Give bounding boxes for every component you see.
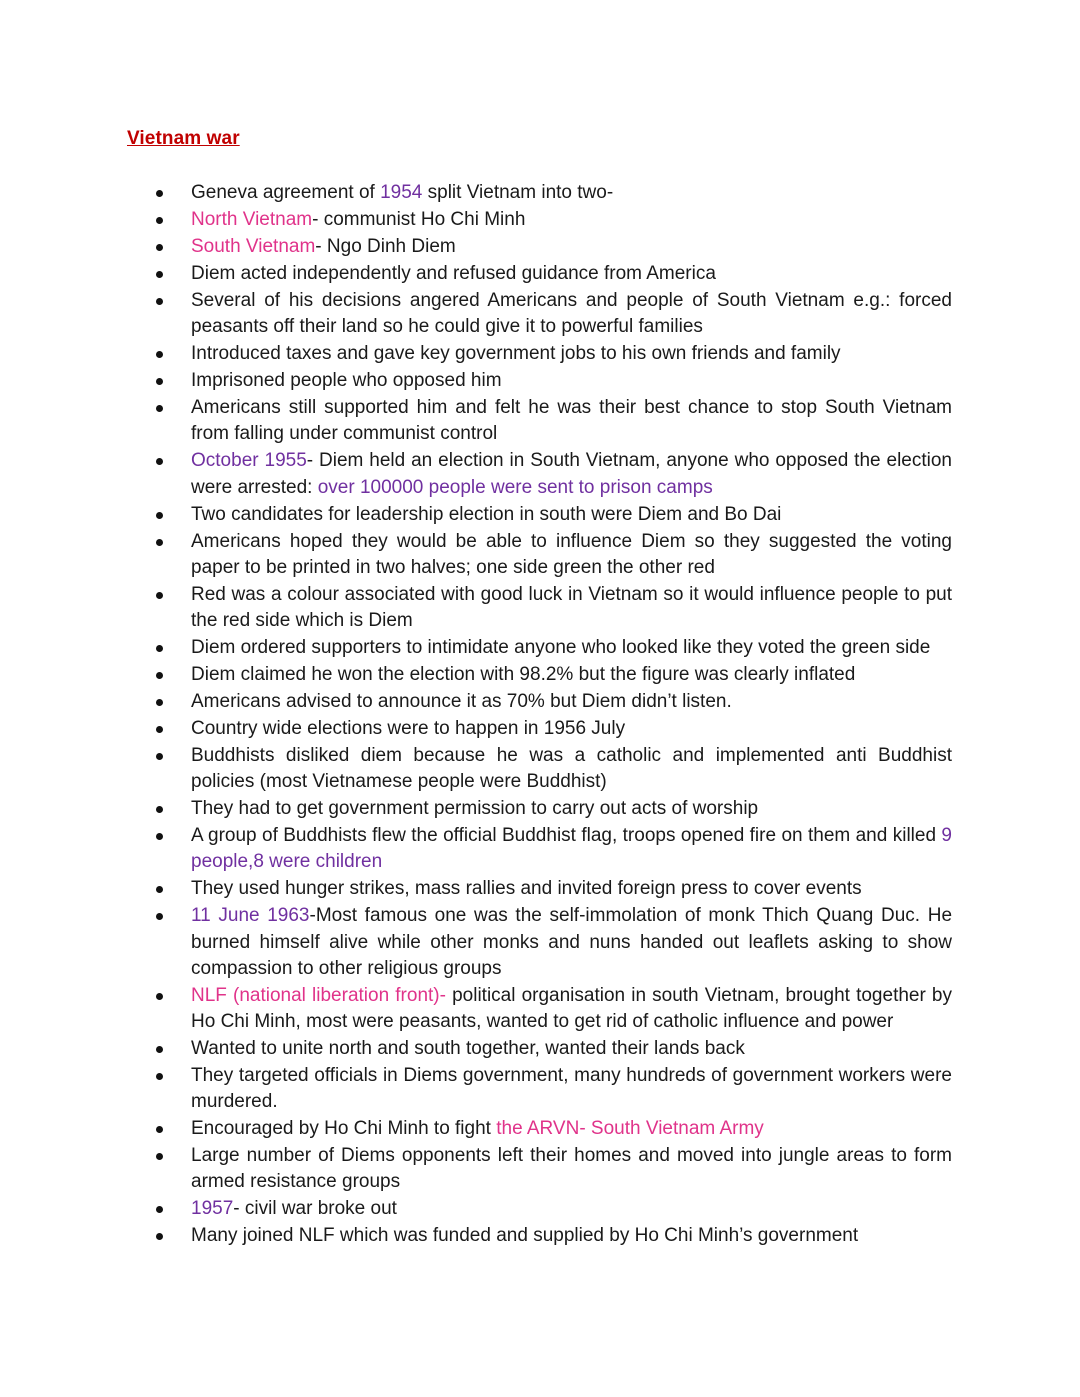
bullet-dot-icon [156, 806, 163, 813]
bullet-text: Americans advised to announce it as 70% but Diem didn’t listen. [191, 691, 732, 713]
bullet-dot-icon [156, 244, 163, 251]
list-item [150, 983, 952, 1035]
bullet-text: - Diem held an election in South Vietnam, anyone who opposed the election were arrested: [191, 450, 952, 498]
bullet-text: Wanted to unite north and south together, wanted their lands back [191, 1038, 745, 1060]
bullet-dot-icon [156, 271, 163, 278]
list-item [150, 662, 952, 688]
highlighted-text: over 100000 people were sent to prison camps [317, 476, 713, 498]
bullet-dot-icon [156, 190, 163, 197]
bullet-text: -Most famous one was the self-immolation of monk Thich Quang Duc. He burned himself alive while other monks and nuns handed out leaflets asking to show compassion to other religious groups [191, 905, 953, 979]
list-item [150, 234, 952, 260]
bullet-text: - Ngo Dinh Diem [315, 236, 456, 257]
bullet-text: Encouraged by Ho Chi Minh to fight [191, 1118, 497, 1140]
page-title: Vietnam war [127, 128, 240, 149]
list-item [150, 796, 952, 822]
bullet-dot-icon [156, 539, 163, 546]
list-item [150, 903, 952, 982]
bullet-dot-icon [156, 886, 163, 893]
bullet-dot-icon [156, 645, 163, 652]
bullet-text: political organisation in south Vietnam, brought together by Ho Chi Minh, most were peasants, wanted to get rid of catholic influence and power [191, 984, 953, 1033]
list-item [150, 529, 952, 581]
list-item [150, 1063, 952, 1115]
list-item [150, 716, 952, 742]
highlighted-text: the ARVN- South Vietnam Army [496, 1118, 764, 1140]
list-item [150, 1223, 952, 1249]
bullet-text: They had to get government permission to carry out acts of worship [191, 798, 759, 820]
list-item [150, 1143, 952, 1195]
list-item [150, 635, 952, 661]
bullet-dot-icon [156, 298, 163, 305]
list-item [150, 1196, 952, 1222]
highlighted-text: 1954 [380, 182, 423, 203]
bullet-dot-icon [156, 1126, 163, 1133]
list-item [150, 823, 952, 875]
bullet-dot-icon [156, 458, 163, 465]
bullet-text: A group of Buddhists flew the official Buddhist flag, troops opened fire on them and killed [191, 825, 942, 847]
bullet-dot-icon [156, 351, 163, 358]
highlighted-text: South Vietnam [191, 236, 316, 257]
highlighted-text: 11 June 1963 [191, 905, 310, 927]
list-item [150, 876, 952, 902]
bullet-text: Red was a colour associated with good luck in Vietnam so it would influence people to put the red side which is Diem [191, 583, 952, 632]
bullet-dot-icon [156, 993, 163, 1000]
bullet-text: They targeted officials in Diems government, many hundreds of government workers were murdered. [191, 1065, 952, 1113]
bullet-text: They used hunger strikes, mass rallies and invited foreign press to cover events [191, 878, 862, 900]
bullet-dot-icon [156, 1153, 163, 1160]
bullet-text: Many joined NLF which was funded and supplied by Ho Chi Minh’s government [191, 1225, 859, 1247]
bullet-text: Buddhists disliked diem because he was a catholic and implemented anti Buddhist policies (most Vietnamese people were Buddhist) [191, 745, 952, 793]
bullet-dot-icon [156, 833, 163, 840]
bullet-text: Imprisoned people who opposed him [191, 370, 502, 392]
list-item [150, 261, 952, 287]
bullet-text: Introduced taxes and gave key government jobs to his own friends and family [191, 343, 841, 365]
list-item [150, 689, 952, 715]
bullet-text: Geneva agreement of [191, 182, 381, 203]
highlighted-text: North Vietnam [191, 209, 313, 230]
bullet-text: Diem acted independently and refused guidance from America [191, 263, 716, 284]
list-item [150, 448, 952, 500]
bullet-text: - civil war broke out [233, 1198, 397, 1220]
bullet-dot-icon [156, 1073, 163, 1080]
bullet-dot-icon [156, 1233, 163, 1240]
bullet-text: Two candidates for leadership election in south were Diem and Bo Dai [191, 503, 782, 525]
list-item [150, 743, 952, 795]
list-item [150, 180, 952, 206]
highlighted-text: 1957 [191, 1198, 234, 1220]
bullet-dot-icon [156, 753, 163, 760]
list-item [150, 395, 952, 447]
highlighted-text: October 1955 [191, 450, 307, 472]
bullet-text: Americans still supported him and felt he was their best chance to stop South Vietnam from falling under communist control [191, 397, 952, 445]
bullet-text: Diem ordered supporters to intimidate anyone who looked like they voted the green side [191, 637, 931, 659]
bullet-text: Several of his decisions angered Americans and people of South Vietnam e.g.: forced peasants off their land so he could give it to powerful families [191, 290, 952, 338]
bullet-dot-icon [156, 592, 163, 599]
list-item [150, 582, 952, 634]
bullet-dot-icon [156, 1046, 163, 1053]
list-item [150, 368, 952, 394]
bullet-dot-icon [156, 512, 163, 519]
list-item [150, 1036, 952, 1062]
bullet-list [150, 180, 952, 1250]
bullet-text: Large number of Diems opponents left their homes and moved into jungle areas to form armed resistance groups [191, 1145, 952, 1193]
bullet-text: split Vietnam into two- [422, 182, 614, 203]
list-item [150, 288, 952, 340]
bullet-dot-icon [156, 1206, 163, 1213]
bullet-text: Diem claimed he won the election with 98.2% but the figure was clearly inflated [191, 664, 856, 686]
list-item [150, 341, 952, 367]
bullet-dot-icon [156, 217, 163, 224]
list-item [150, 502, 952, 528]
bullet-dot-icon [156, 405, 163, 412]
bullet-dot-icon [156, 378, 163, 385]
bullet-dot-icon [156, 699, 163, 706]
list-item [150, 207, 952, 233]
bullet-text: Country wide elections were to happen in 1956 July [191, 718, 626, 740]
bullet-dot-icon [156, 726, 163, 733]
highlighted-text: NLF (national liberation front)- [191, 984, 446, 1006]
highlighted-text: 9 people,8 were children [191, 825, 952, 873]
bullet-text: - communist Ho Chi Minh [312, 209, 526, 230]
bullet-dot-icon [156, 672, 163, 679]
list-item [150, 1116, 952, 1142]
bullet-dot-icon [156, 913, 163, 920]
bullet-text: Americans hoped they would be able to influence Diem so they suggested the voting paper to be printed in two halves; one side green the other red [191, 530, 952, 578]
